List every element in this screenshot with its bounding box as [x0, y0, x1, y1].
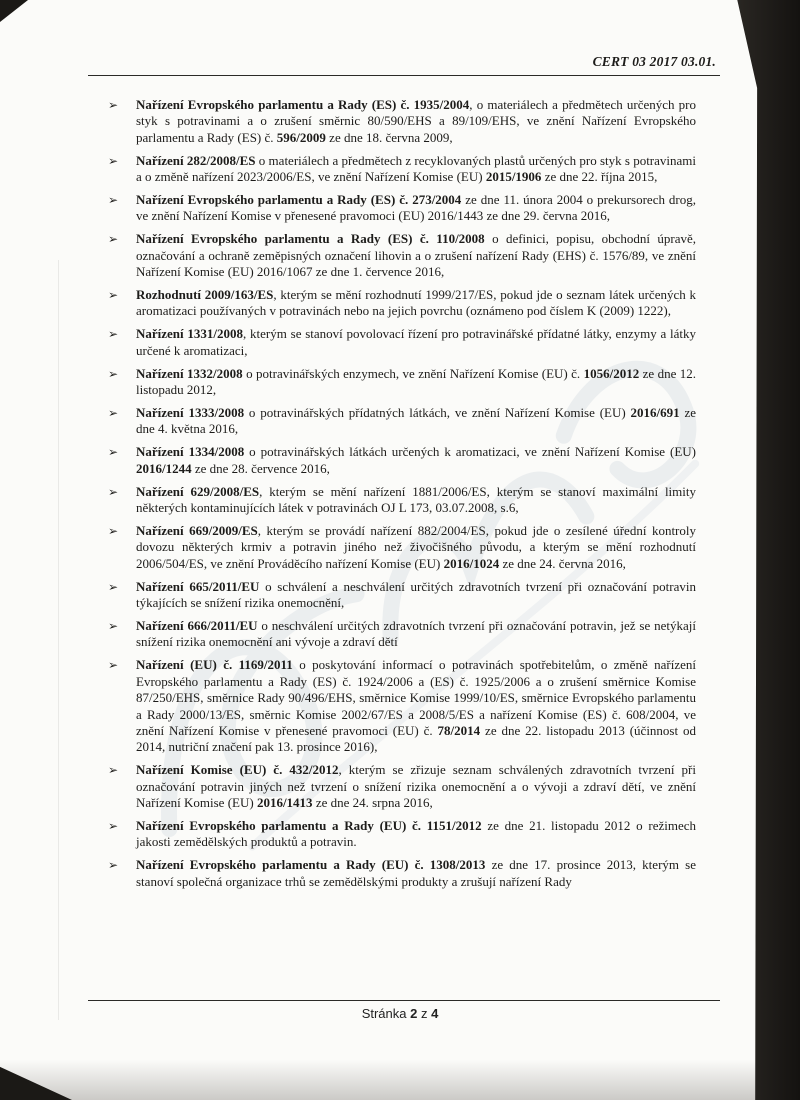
- list-item: [98, 153, 696, 186]
- text-segment: o definici, popisu, obchodní úpravě, označování a ochraně zeměpisných označení lihovin a o zrušení nařízení Rady (EHS) č. 1576/89, ve znění Nařízení Komise (EU) 2016/1067 ze dne 1. července 2016,: [136, 231, 696, 280]
- list-item-text: [136, 762, 696, 810]
- arrow-bullet-icon: ➢: [108, 327, 119, 342]
- list-item: [98, 231, 696, 280]
- list-item-text: [136, 231, 696, 279]
- arrow-bullet-icon: ➢: [108, 232, 119, 247]
- list-item: [98, 618, 696, 651]
- text-segment-bold: 2016/1244: [136, 460, 192, 476]
- text-segment: ze dne 4. května 2016,: [136, 405, 696, 437]
- list-item-text: [136, 326, 696, 357]
- text-segment: z: [417, 1006, 432, 1021]
- arrow-bullet-icon: ➢: [108, 98, 119, 112]
- scan-fold-line: [58, 260, 59, 1020]
- text-segment-bold: 78/2014: [437, 722, 481, 738]
- header-rule: [88, 75, 720, 76]
- text-segment: ze dne 17. prosince 2013, kterým se stanoví společná organizace trhů se zemědělskými produkty a zrušují nařízení Rady: [136, 857, 696, 889]
- list-item-text: [136, 618, 696, 649]
- text-segment: ze dne 22. října 2015,: [541, 169, 658, 185]
- list-item: [98, 484, 696, 517]
- arrow-bullet-icon: ➢: [108, 618, 119, 633]
- text-segment-bold: Nařízení (EU) č. 1169/2011: [136, 657, 293, 673]
- arrow-bullet-icon: ➢: [108, 366, 119, 381]
- text-segment-bold: Nařízení 629/2008/ES: [136, 483, 260, 499]
- list-item-text: [136, 523, 696, 571]
- arrow-bullet-icon: ➢: [108, 579, 119, 594]
- text-segment: , kterým se mění rozhodnutí 1999/217/ES, pokud jde o seznam látek určených k aromatizaci používaných v potravinách nebo na jejich povrchu (oznámeno pod číslem K (2009) 1222),: [136, 287, 696, 319]
- arrow-bullet-icon: ➢: [108, 523, 119, 538]
- text-segment-bold: Nařízení Evropského parlamentu a Rady (ES) č. 273/2004: [136, 192, 462, 208]
- text-segment: o materiálech a předmětech z recyklovaných plastů určených pro styk s potravinami a o změně nařízení 2023/2006/ES, ve znění Nařízení Komise (EU): [136, 152, 697, 185]
- arrow-bullet-icon: ➢: [108, 763, 119, 778]
- text-segment: o schválení a neschválení určitých zdravotních tvrzení při označování potravin týkajících se snížení rizika onemocnění,: [136, 578, 696, 611]
- text-segment-bold: Rozhodnutí 2009/163/ES: [136, 287, 274, 303]
- list-item-text: [136, 657, 696, 754]
- arrow-bullet-icon: ➢: [108, 445, 119, 460]
- text-segment-bold: Nařízení Evropského parlamentu a Rady (EU) č. 1308/2013: [136, 857, 486, 873]
- list-item-text: [136, 287, 696, 318]
- arrow-bullet-icon: ➢: [108, 484, 119, 499]
- text-segment: o potravinářských enzymech, ve znění Nařízení Komise (EU) č.: [242, 365, 584, 381]
- text-segment: o potravinářských přídatných látkách, ve znění Nařízení Komise (EU): [244, 405, 631, 420]
- text-segment: , kterým se stanoví povolovací řízení pro potravinářské přídatné látky, enzymy a látky určené k aromatizaci,: [136, 326, 696, 358]
- arrow-bullet-icon: ➢: [108, 658, 119, 673]
- text-segment-bold: 2016/1413: [256, 795, 313, 811]
- text-segment: , kterým se zřizuje seznam schválených zdravotních tvrzení při označování potravin jiných než tvrzení o snížení rizika onemocnění a o vývoji a zdraví dětí, ve znění Nařízení Komise (EU): [136, 762, 696, 811]
- text-segment: ze dne 11. února 2004 o prekursorech drog, ve znění Nařízení Komise v přenesené pravomoci (EU) 2016/1443 ze dne 29. června 2016,: [136, 192, 696, 224]
- text-segment: Stránka: [361, 1006, 411, 1021]
- regulation-list: [98, 97, 696, 897]
- text-segment-bold: Nařízení 1331/2008: [136, 326, 244, 342]
- list-item: [98, 192, 696, 225]
- list-item: [98, 97, 696, 146]
- list-item-text: [136, 192, 696, 223]
- list-item: [98, 287, 696, 320]
- list-item: [98, 366, 696, 399]
- scan-edge-right: [736, 0, 800, 1100]
- text-segment: , o materiálech a předmětech určených pro styk s potravinami a o zrušení směrnic 80/590/EHS a 89/109/EHS, ve znění Nařízení Evropského parlamentu a Rady (ES) č.: [136, 97, 696, 145]
- list-item-text: [136, 405, 696, 436]
- text-segment-bold: Nařízení 665/2011/EU: [136, 578, 260, 594]
- text-segment-bold: Nařízení Evropského parlamentu a Rady (ES) č. 1935/2004: [136, 97, 470, 112]
- list-item: [98, 523, 696, 572]
- list-item-text: [136, 97, 696, 145]
- text-segment-bold: Nařízení 1332/2008: [136, 365, 243, 381]
- list-item-text: [136, 153, 696, 184]
- arrow-bullet-icon: ➢: [108, 288, 119, 303]
- list-item-text: [136, 857, 696, 888]
- list-item: [98, 405, 696, 438]
- text-segment-bold: Nařízení 1334/2008: [136, 444, 245, 460]
- arrow-bullet-icon: ➢: [108, 858, 119, 873]
- list-item: [98, 818, 696, 851]
- page-footer: [0, 1006, 800, 1021]
- text-segment: o neschválení určitých zdravotních tvrzení při označování potravin, jež se netýkají snížení rizika onemocnění ani vývoje a zdraví dětí: [136, 617, 696, 650]
- text-segment: ze dne 12. listopadu 2012,: [136, 365, 697, 398]
- text-segment-bold: Nařízení 1333/2008: [136, 405, 245, 420]
- list-item: [98, 579, 696, 612]
- text-segment-bold: Nařízení 282/2008/ES: [136, 152, 256, 168]
- list-item-text: [136, 579, 696, 610]
- text-segment-bold: 1056/2012: [583, 365, 640, 381]
- list-item: [98, 326, 696, 359]
- text-segment-bold: Nařízení Komise (EU) č. 432/2012: [136, 762, 339, 778]
- arrow-bullet-icon: ➢: [108, 193, 119, 208]
- arrow-bullet-icon: ➢: [108, 153, 119, 168]
- text-segment: ze dne 22. listopadu 2013 (účinnost od 2014, nutriční značení pak 13. prosince 2016),: [136, 722, 696, 755]
- text-segment-bold: Nařízení 669/2009/ES: [136, 522, 258, 538]
- text-segment: o poskytování informací o potravinách spotřebitelům, o změně nařízení Evropského parlamentu a Rady (ES) č. 1924/2006 a (ES) č. 1925/2006 a o zrušení směrnice Komise 87/250/EHS, směrnice Rady 90/496/EHS, směrnice Komise 1999/10/ES, směrnice Evropského parlamentu a Rady 2000/13/ES, směrnic Komise 2002/67/ES a 2008/5/ES a nařízení Komise (ES) č. 608/2004, ve znění Nařízení Komise v přenesené pravomoci (EU) č.: [136, 657, 696, 738]
- list-item: [98, 762, 696, 811]
- arrow-bullet-icon: ➢: [108, 406, 119, 420]
- list-item: [98, 657, 696, 755]
- text-segment: ze dne 18. června 2009,: [325, 129, 453, 145]
- text-segment: , kterým se mění nařízení 1881/2006/ES, kterým se stanoví maximální limity některých kontaminujících látek v potravinách OJ L 173, 03.07.2008, s.6,: [136, 483, 696, 516]
- text-segment-bold: 2016/1024: [443, 555, 500, 571]
- text-segment-bold: Nařízení Evropského parlamentu a Rady (ES) č. 110/2008: [136, 231, 485, 247]
- document-code: CERT 03 2017 03.01.: [592, 54, 716, 69]
- text-segment-bold: 2016/691: [630, 405, 680, 420]
- text-segment-bold: 596/2009: [276, 129, 326, 145]
- scan-corner-top-left: [0, 0, 28, 22]
- text-segment-bold: Nařízení Evropského parlamentu a Rady (EU) č. 1151/2012: [136, 817, 482, 833]
- text-segment: o potravinářských látkách určených k aromatizaci, ve znění Nařízení Komise (EU): [244, 444, 697, 460]
- list-item: [98, 857, 696, 890]
- text-segment-bold: 2: [410, 1006, 418, 1021]
- text-segment-bold: 2015/1906: [485, 169, 542, 185]
- text-segment-bold: Nařízení 666/2011/EU: [136, 617, 258, 633]
- arrow-bullet-icon: ➢: [108, 818, 119, 833]
- list-item: [98, 444, 696, 477]
- list-item-text: [136, 366, 696, 397]
- list-item-text: [136, 818, 696, 849]
- list-item-text: [136, 444, 696, 475]
- text-segment: , kterým se provádí nařízení 882/2004/ES, pokud jde o zesílené úřední kontroly dovozu některých krmiv a potravin jiného než živočišného původu, a kterým se mění rozhodnutí 2006/504/ES, ve znění Prováděcího nařízení Komise (EU): [136, 522, 696, 571]
- list-item-text: [136, 484, 696, 515]
- text-segment: ze dne 21. listopadu 2012 o režimech jakosti zemědělských produktů a potravin.: [136, 817, 696, 850]
- text-segment: ze dne 24. června 2016,: [499, 555, 626, 571]
- footer-rule: [88, 1000, 720, 1001]
- text-segment: ze dne 28. července 2016,: [191, 460, 330, 476]
- text-segment: ze dne 24. srpna 2016,: [312, 795, 433, 811]
- scan-bottom-shade: [0, 1060, 800, 1100]
- text-segment-bold: 4: [431, 1006, 439, 1021]
